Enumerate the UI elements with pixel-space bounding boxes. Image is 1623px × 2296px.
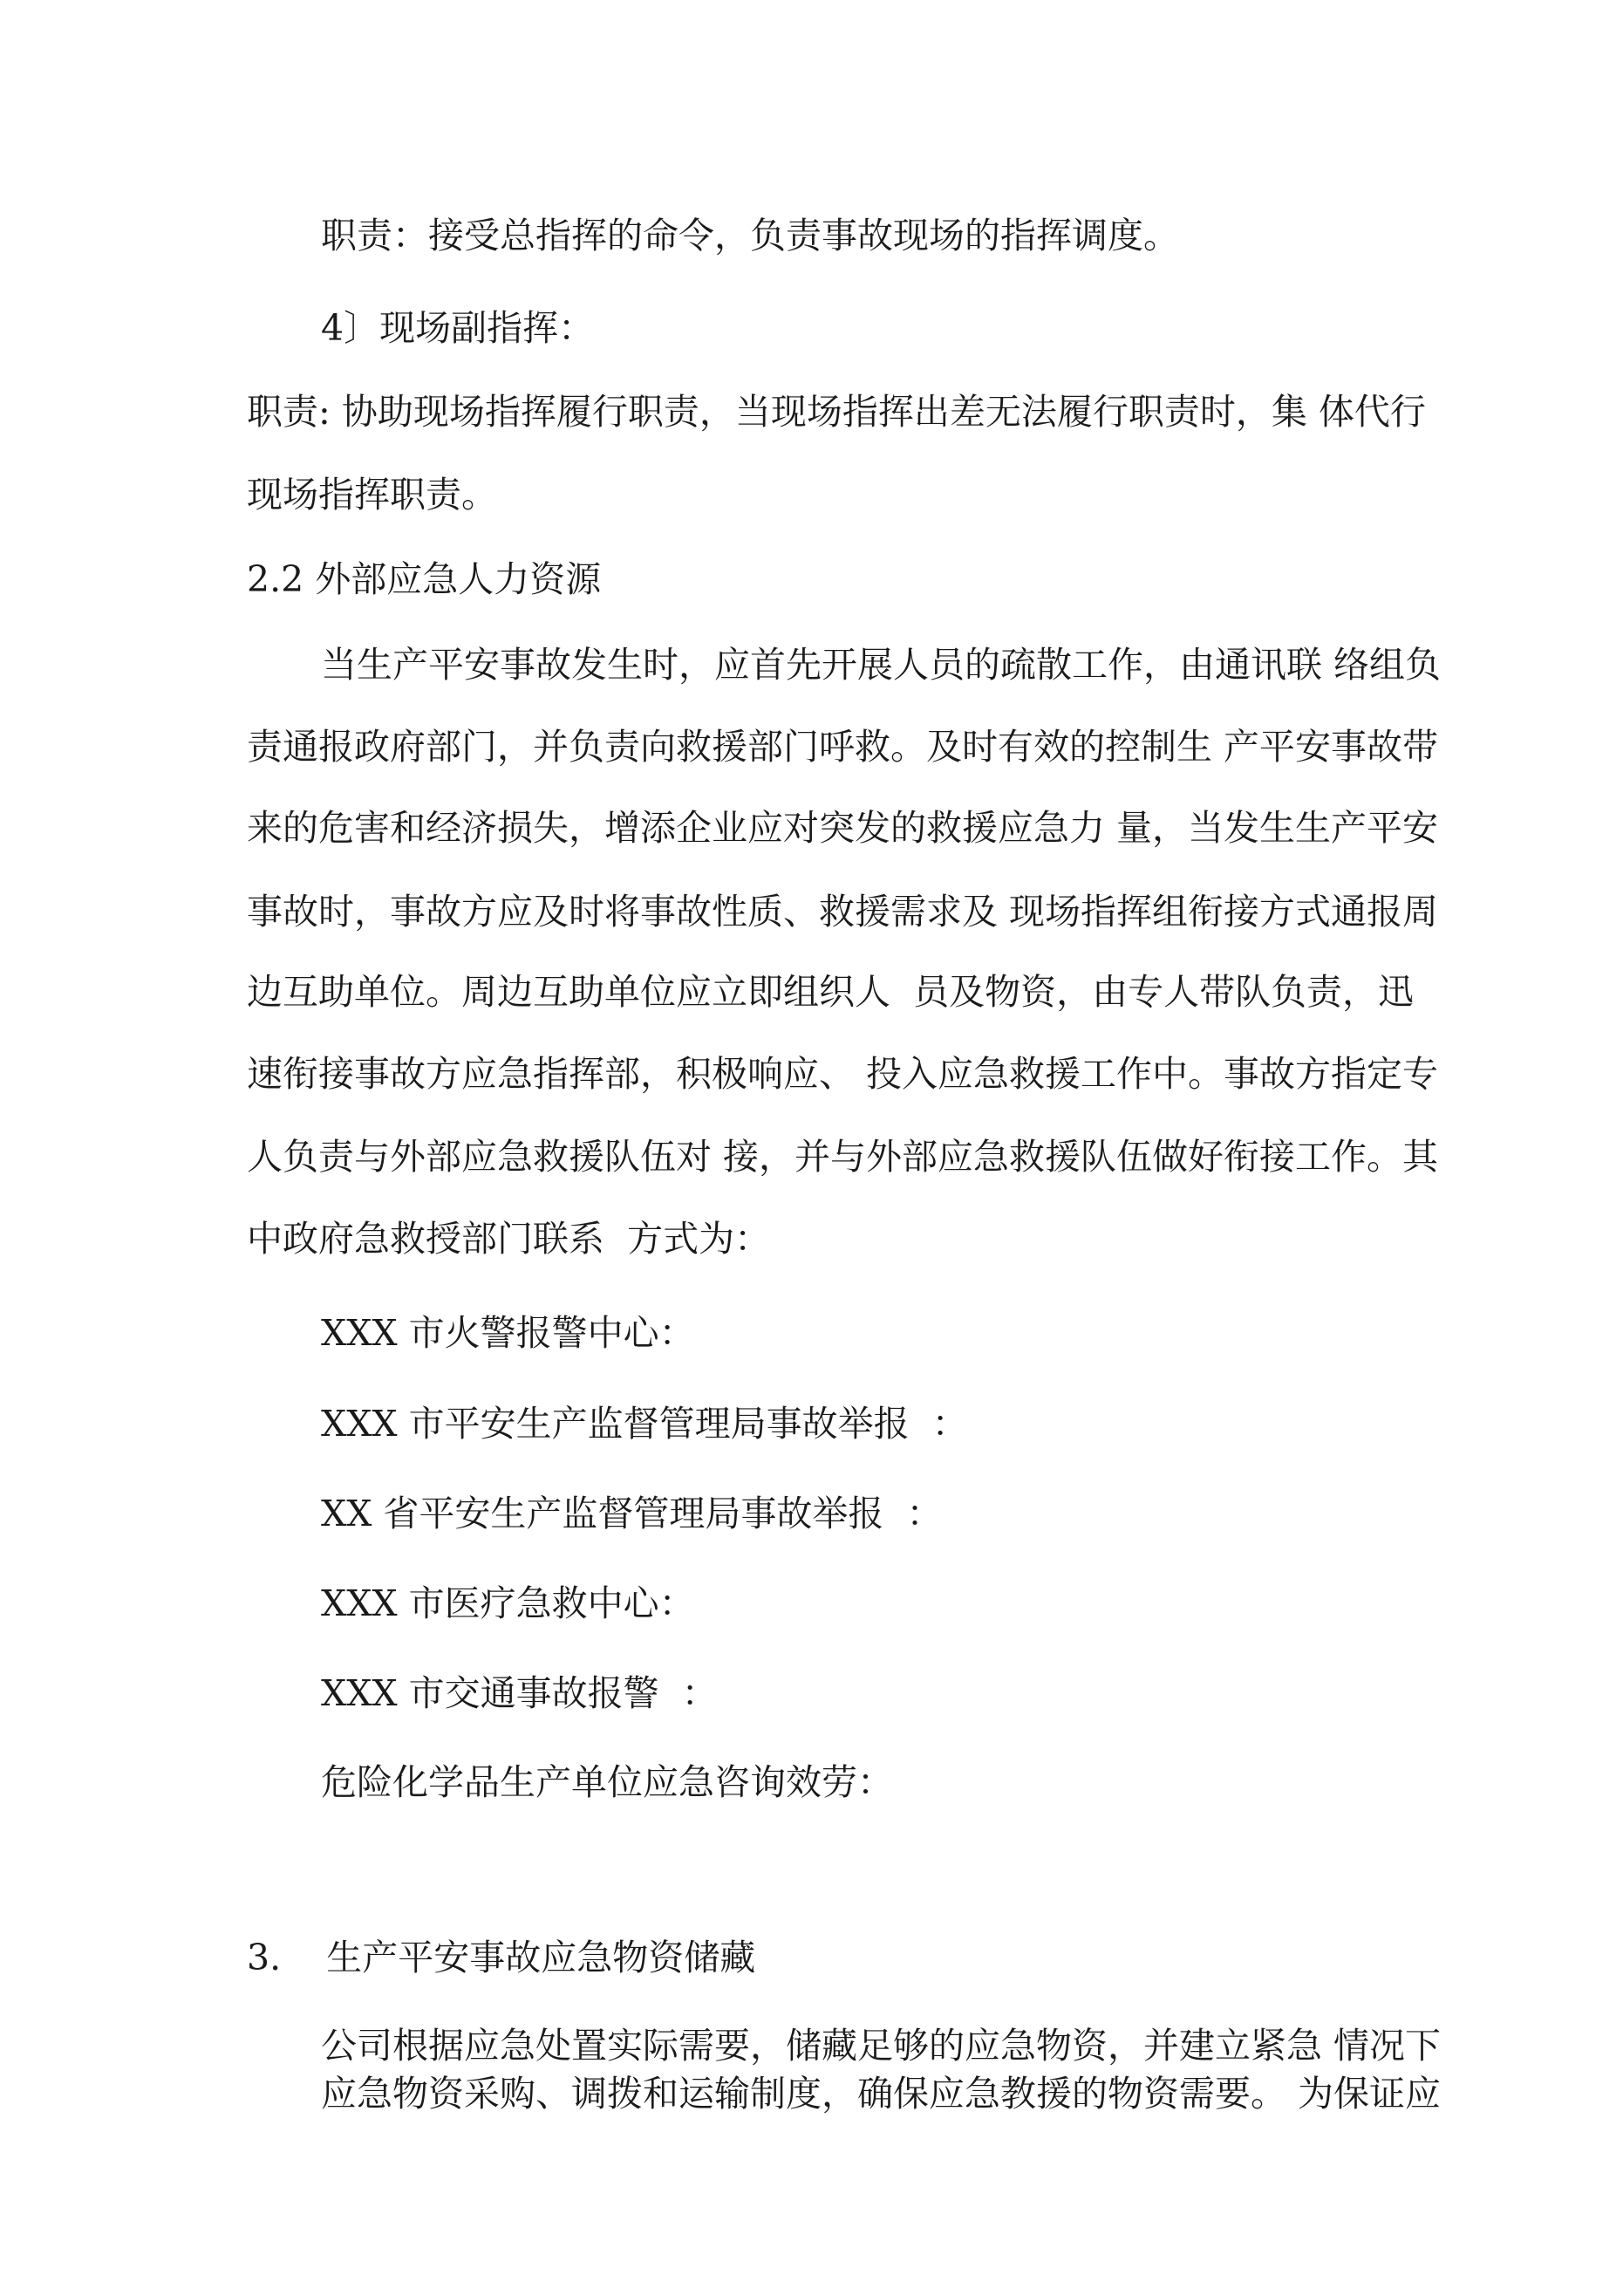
section-heading-2-2: 2.2 外部应急人力资源 [247,558,602,600]
contact-fire-alarm: XXX 市火警报警中心： [321,1312,695,1354]
paragraph-materials-line2: 应急物资采购、调拨和运输制度，确保应急教援的物资需要。 为保证应 [321,2073,1442,2115]
paragraph-duty-deputy-line1: 职责: 协助现场指挥履行职责，当现场指挥出差无法履行职责时，集 体代行 [247,391,1426,433]
contact-traffic-accident: XXX 市交通事故报警 ： [321,1672,718,1714]
paragraph-external-line3: 来的危害和经济损失，增添企业应对突发的救援应急力 量，当发生生产平安 [247,807,1439,849]
contact-hazchem-consulting: 危险化学品生产单位应急咨询效劳： [321,1761,893,1803]
contact-province-safety-bureau: XX 省平安生产监督管理局事故举报 ： [321,1493,943,1534]
heading-deputy-commander: 4〕现场副指挥： [321,307,595,349]
paragraph-external-line4: 事故时，事故方应及时将事故性质、救援需求及 现场指挥组衔接方式通报周 [247,891,1439,933]
paragraph-external-line8: 中政府急救授部门联系 方式为： [247,1218,771,1260]
paragraph-materials-line1: 公司根据应急处置实际需要，储藏足够的应急物资，并建立紧急 情况下 [321,2025,1442,2067]
contact-medical-emergency: XXX 市医疗急救中心： [321,1582,695,1624]
paragraph-external-line7: 人负责与外部应急救援队伍对 接，并与外部应急救援队伍做好衔接工作。其 [247,1136,1439,1178]
paragraph-duty-field-commander: 职责：接受总指挥的命令，负责事故现场的指挥调度。 [321,215,1179,256]
paragraph-external-line2: 责通报政府部门，并负责向救援部门呼救。及时有效的控制生 产平安事故带 [247,726,1439,768]
paragraph-external-line6: 速衔接事故方应急指挥部，积极响应、 投入应急救援工作中。事故方指定专 [247,1053,1439,1095]
contact-city-safety-bureau: XXX 市平安生产监督管理局事故举报 ： [321,1403,968,1445]
paragraph-external-line5: 边互助单位。周边互助单位应立即组织人 员及物资，由专人带队负责，迅 [247,971,1415,1013]
section-heading-3: 3. 生产平安事故应急物资储藏 [247,1937,756,1978]
paragraph-duty-deputy-line2: 现场指挥职责。 [247,474,497,516]
paragraph-external-line1: 当生产平安事故发生时，应首先开展人员的疏散工作，由通讯联 络组负 [321,644,1442,686]
